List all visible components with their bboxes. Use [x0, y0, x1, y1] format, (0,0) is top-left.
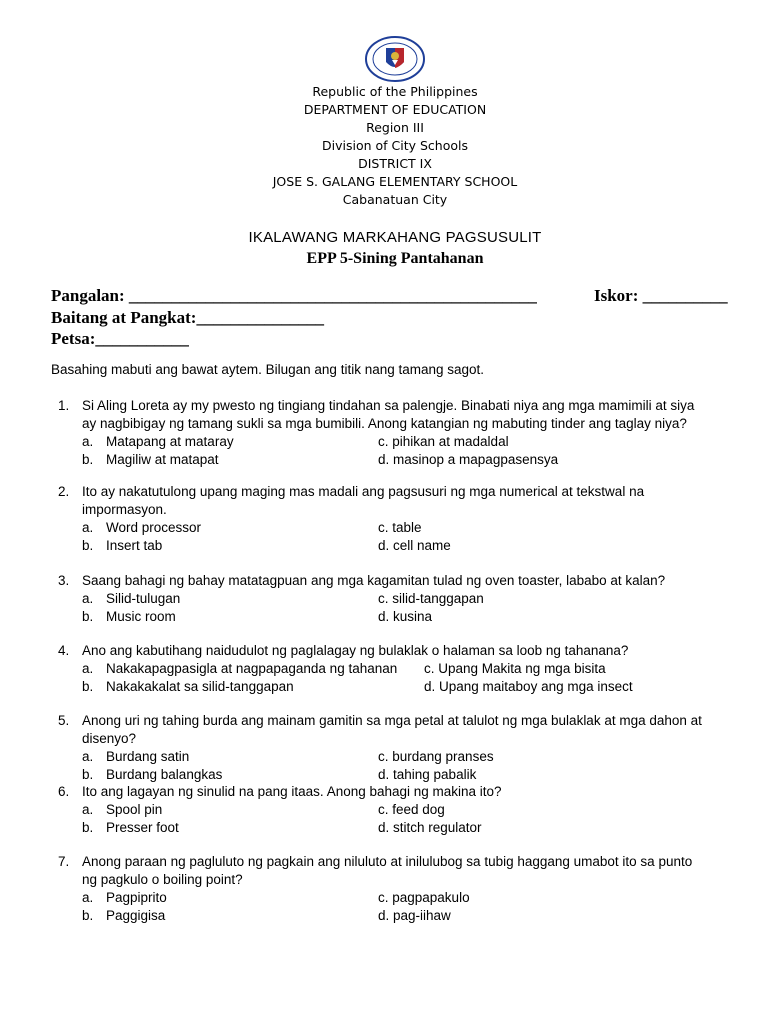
- option-c[interactable]: c. pihikan at madaldal: [378, 434, 509, 449]
- question-options: [82, 519, 748, 555]
- option-b[interactable]: b. Music room: [82, 609, 176, 624]
- option-d[interactable]: d. pag-iihaw: [378, 908, 451, 923]
- question-number: 4.: [58, 643, 70, 658]
- option-a[interactable]: a. Silid-tulugan: [82, 591, 181, 606]
- option-c[interactable]: c. Upang Makita ng mga bisita: [424, 661, 606, 676]
- question-number: 5.: [58, 713, 70, 728]
- score-field[interactable]: Iskor: __________: [594, 286, 728, 305]
- option-a[interactable]: a. Matapang at mataray: [82, 434, 234, 449]
- name-field[interactable]: Pangalan: ________________________________________________: [51, 286, 537, 305]
- option-b[interactable]: b. Insert tab: [82, 538, 163, 553]
- question-number: 2.: [58, 484, 70, 499]
- question-options: [82, 889, 748, 925]
- question-stem: Ito ay nakatutulong upang maging mas madali ang pagsusuri ng mga numerical at tekstwal na impormasyon.: [82, 484, 645, 517]
- option-a[interactable]: a. Pagpiprito: [82, 890, 167, 905]
- question-options: [82, 801, 748, 837]
- option-b[interactable]: b. Nakakakalat sa silid-tanggapan: [82, 679, 294, 694]
- question-stem: Ano ang kabutihang naidudulot ng paglalagay ng bulaklak o halaman sa loob ng tahanana?: [82, 643, 629, 658]
- question-5: [58, 712, 748, 784]
- option-c[interactable]: c. silid-tanggapan: [378, 591, 484, 606]
- header-line-city: Cabanatuan City: [342, 192, 448, 207]
- question-options: [82, 590, 748, 626]
- option-c[interactable]: c. pagpapakulo: [378, 890, 470, 905]
- header-line-department: DEPARTMENT OF EDUCATION: [303, 102, 487, 117]
- question-7: [58, 853, 748, 925]
- option-c[interactable]: c. table: [378, 520, 422, 535]
- option-d[interactable]: d. kusina: [378, 609, 433, 624]
- option-d[interactable]: d. Upang maitaboy ang mga insect: [424, 679, 633, 694]
- option-a[interactable]: a. Spool pin: [82, 802, 163, 817]
- question-1: [58, 397, 748, 469]
- option-d[interactable]: d. stitch regulator: [378, 820, 482, 835]
- question-options: [82, 433, 748, 469]
- option-d[interactable]: d. tahing pabalik: [378, 767, 477, 782]
- option-a[interactable]: a. Word processor: [82, 520, 202, 535]
- question-number: 3.: [58, 573, 70, 588]
- option-d[interactable]: d. masinop a mapagpasensya: [378, 452, 559, 467]
- question-stem: Saang bahagi ng bahay matatagpuan ang mga kagamitan tulad ng oven toaster, lababo at kalan?: [82, 573, 666, 588]
- option-b[interactable]: b. Magiliw at matapat: [82, 452, 219, 467]
- question-stem: Si Aling Loreta ay my pwesto ng tingiang tindahan sa palengje. Binabati niya ang mga mamimili at siya ay nagbibigay ng tamang sukli sa mga bumibili. Anong katangian ng mabuting tinder ang taglay niya?: [82, 398, 695, 431]
- header-line-republic: Republic of the Philippines: [312, 84, 478, 99]
- header-line-school: JOSE S. GALANG ELEMENTARY SCHOOL: [272, 174, 518, 189]
- question-4: [58, 642, 748, 696]
- question-number: 7.: [58, 854, 70, 869]
- question-stem: Ito ang lagayan ng sinulid na pang itaas. Anong bahagi ng makina ito?: [82, 784, 502, 799]
- option-b[interactable]: b. Paggigisa: [82, 908, 166, 923]
- question-stem: Anong paraan ng pagluluto ng pagkain ang niluluto at inilulubog sa tubig haggang umabot ito sa punto ng pagkulo o boiling point?: [82, 854, 693, 887]
- option-b[interactable]: b. Presser foot: [82, 820, 179, 835]
- question-number: 6.: [58, 784, 70, 799]
- question-options: [82, 660, 748, 696]
- header-line-region: Region III: [366, 120, 424, 135]
- question-6: [58, 783, 748, 837]
- instructions: Basahing mabuti ang bawat aytem. Bilugan ang titik nang tamang sagot.: [51, 362, 485, 377]
- exam-title: IKALAWANG MARKAHANG PAGSUSULIT: [248, 229, 542, 246]
- option-c[interactable]: c. feed dog: [378, 802, 445, 817]
- question-2: [58, 483, 748, 555]
- question-options: [82, 748, 748, 784]
- date-field[interactable]: Petsa:___________: [51, 329, 189, 348]
- grade-section-field[interactable]: Baitang at Pangkat:_______________: [51, 308, 324, 327]
- option-c[interactable]: c. burdang pranses: [378, 749, 494, 764]
- header-line-district: DISTRICT IX: [358, 156, 432, 171]
- option-b[interactable]: b. Burdang balangkas: [82, 767, 223, 782]
- option-a[interactable]: a. Burdang satin: [82, 749, 190, 764]
- deped-seal-icon: [364, 36, 426, 82]
- header-line-division: Division of City Schools: [321, 138, 468, 153]
- option-a[interactable]: a. Nakakapagpasigla at nagpapaganda ng tahanan: [82, 661, 398, 676]
- exam-subject: EPP 5-Sining Pantahanan: [306, 250, 484, 267]
- question-number: 1.: [58, 398, 70, 413]
- question-3: [58, 572, 748, 626]
- option-d[interactable]: d. cell name: [378, 538, 451, 553]
- question-stem: Anong uri ng tahing burda ang mainam gamitin sa mga petal at talulot ng mga bulaklak at mga dahon at disenyo?: [82, 713, 702, 746]
